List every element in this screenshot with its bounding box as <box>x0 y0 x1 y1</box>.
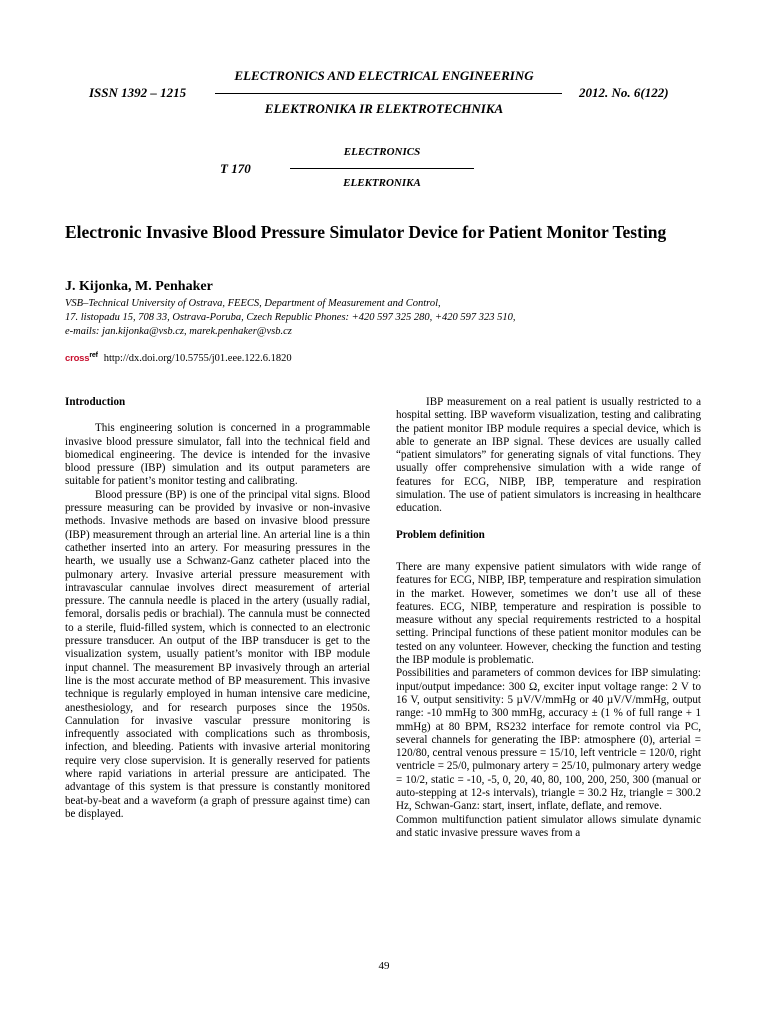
heading-problem-definition: Problem definition <box>396 528 485 541</box>
paper-title: Electronic Invasive Blood Pressure Simulator Device for Patient Monitor Testing <box>65 222 667 242</box>
affiliation-line-3: e-mails: jan.kijonka@vsb.cz, marek.penhaker@vsb.cz <box>65 326 292 337</box>
intro-paragraph-2: Blood pressure (BP) is one of the principal vital signs. Blood pressure measuring can be provided by invasive or non-invasive methods. Invasive methods are based on invasive blood pressure (IBP) measurement through an arterial line. An arterial line is a thin cathether inserted into an artery. For measuring pressures in the hearth, we usually use a Schwanz-Ganz catheter placed into the pulmonary artery. Invasive arterial pressure measurement with intravascular cannulae involves direct measurement of arterial pressure. The cannula needle is placed in the artery (usually radial, femoral, dorsalis pedis or brachial). The cannula must be connected to a sterile, fluid-filled system, which is connected to an electronic pressure transducer. An output of the IBP transducer is get to the visualization system, usually patient’s monitor with IBP module input channel. The measurement BP invasively through an arterial line is the most accurate method of BP measurement. This invasive technique is regularly employed in human intensive care medicine, anesthesiology, and for research purposes since the 1950s. Cannulation for invasive vascular pressure monitoring is infrequently associated with complications such as thrombosis, infection, and bleeding. Patients with invasive arterial monitoring require very close supervision. It is generally reserved for patients where rapid variations in arterial pressure are anticipated. The advantage of this system is that pressure is constantly monitored beat-by-beat and a waveform (a graph of pressure against time) can be displayed. <box>65 488 370 820</box>
journal-name-lt: ELEKTRONIKA IR ELEKTROTECHNIKA <box>264 101 504 116</box>
problem-paragraph-3: Common multifunction patient simulator allows simulate dynamic and static invasive pressure waves from a <box>396 813 701 839</box>
problem-paragraph-1: There are many expensive patient simulators with wide range of features for ECG, NIBP, IBP, temperature and respiration simulation in the market. However, sometimes we don’t use all of these features. ECG, NIBP, temperature and respiration is possible to measure without any special requirements restricted to a hospital setting. Principal functions of these patient monitor modules can be tested on any volunteer. However, checking the function and testing the IBP module is problematic. <box>396 560 701 667</box>
journal-header-rule <box>215 93 562 94</box>
paper-affiliation <box>65 297 715 339</box>
doi-line <box>65 352 292 364</box>
intro-paragraph-1: This engineering solution is concerned in a programmable invasive blood pressure simulator, fall into the technical field and biomedical engineering. The device is intended for the invasive blood pressure (IBP) simulation and its output parameters are suitable for patient’s monitor testing and calibrating. <box>65 422 370 488</box>
section-code: T 170 <box>220 161 251 176</box>
heading-introduction: Introduction <box>65 396 126 408</box>
affiliation-line-2: 17. listopadu 15, 708 33, Ostrava-Poruba, Czech Republic Phones: +420 597 325 280, +420 597 323 510, <box>65 312 516 323</box>
section-header-rule <box>290 168 474 169</box>
doi-link[interactable]: http://dx.doi.org/10.5755/j01.eee.122.6.1820 <box>103 353 292 365</box>
paper-authors: J. Kijonka, M. Penhaker <box>65 279 213 294</box>
section-name-lt: ELEKTRONIKA <box>343 177 421 189</box>
page-number: 49 <box>378 960 390 972</box>
journal-issue: 2012. No. 6(122) <box>579 85 669 100</box>
journal-header <box>0 68 768 124</box>
affiliation-line-1: VSB–Technical University of Ostrava, FEECS, Department of Measurement and Control, <box>65 298 441 309</box>
journal-name-en: ELECTRONICS AND ELECTRICAL ENGINEERING <box>234 68 534 83</box>
crossref-logo-icon: cross$^{ref}$ <box>65 352 98 365</box>
section-header <box>0 146 768 194</box>
problem-paragraph-2: Possibilities and parameters of common devices for IBP simulating: input/output impedance: 300 Ω, exciter input voltage range: 2 V to 16 V, output sensitivity: 5 µV/V/mmHg or 40 µV/V/mmHg, output range: -10 mmHg to 300 mmHg, accuracy ± (1 % of full range + 1 mmHg) at 80 BPM, RS232 interface for remote control via PC, several channels for generating the IBP: atmosphere (0), arterial = 120/80, central venous pressure = 15/10, left ventricle = 120/0, right ventricle = 25/0, pulmonary artery = 25/10, pulmonary artery wedge = 10/2, static = -10, -5, 0, 20, 40, 80, 100, 200, 250, 300 (manual or auto-stepping at 12-s intervals), triangle = 30.2 Hz, triangle = 300.2 Hz, Schwan-Ganz: start, insert, inflate, deflate, and remove. <box>396 667 701 813</box>
journal-issn: ISSN 1392 – 1215 <box>89 85 187 100</box>
intro-paragraph-3: IBP measurement on a real patient is usually restricted to a hospital setting. IBP waveform visualization, testing and calibrating the patient monitor IBP module requires a special device, which is able to generate an IBP signal. These devices are usually called “patient simulators” for generating signals of vital functions. They usually offer comprehensive simulation with a wide range of features for ECG, NIBP, IBP, temperature and respiration simulation. The use of patient simulators is increasing in healthcare education. <box>396 396 701 515</box>
right-column <box>396 396 701 840</box>
left-column <box>65 396 370 821</box>
section-name-en: ELECTRONICS <box>343 146 421 158</box>
